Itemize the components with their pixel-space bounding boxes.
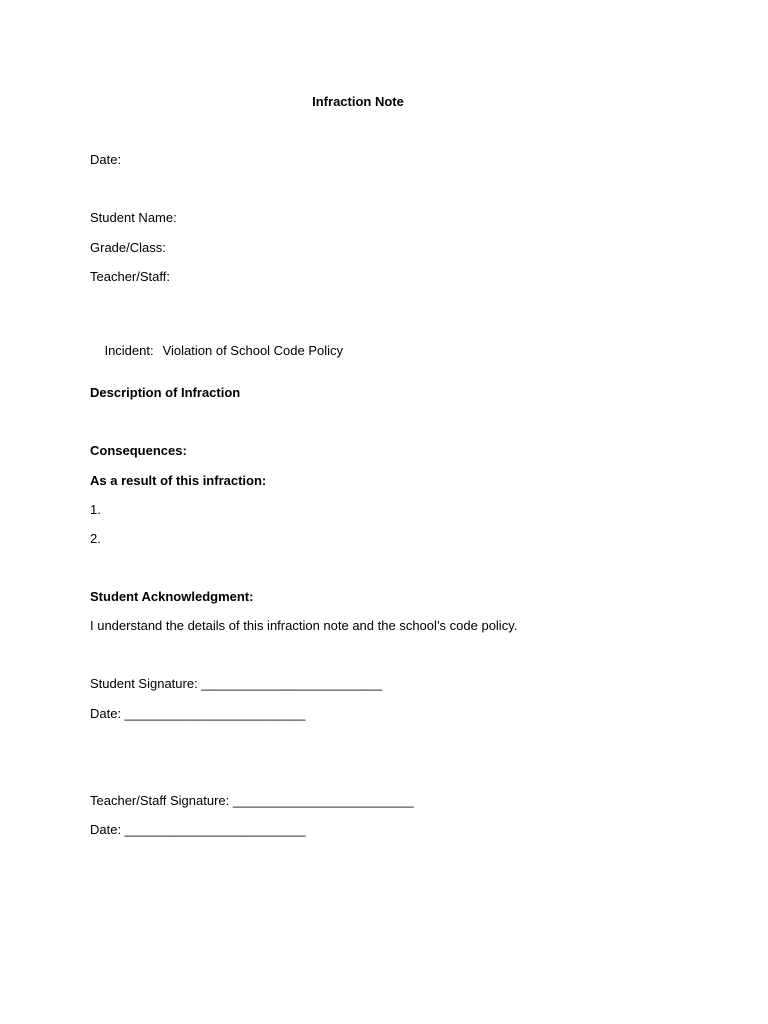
student-date-line: Date: _________________________ [90,706,306,721]
date-label: Date: [90,152,122,167]
student-name-label: Student Name: [90,210,177,225]
description-heading: Description of Infraction [90,385,241,400]
document-title: Infraction Note [312,94,404,109]
incident-label: Incident: [104,343,154,358]
consequence-item-2: 2. [90,531,101,546]
acknowledgment-heading: Student Acknowledgment: [90,589,254,604]
teacher-date-line: Date: _________________________ [90,822,306,837]
incident-line [90,327,343,375]
grade-class-label: Grade/Class: [90,240,166,255]
consequence-item-1: 1. [90,502,101,517]
student-signature-line: Student Signature: _________________________ [90,676,383,691]
acknowledgment-text: I understand the details of this infraction note and the school’s code policy. [90,618,518,633]
incident-value: Violation of School Code Policy [162,343,344,358]
result-heading: As a result of this infraction: [90,473,267,488]
consequences-heading: Consequences: [90,443,187,458]
teacher-staff-label: Teacher/Staff: [90,269,170,284]
teacher-signature-line: Teacher/Staff Signature: _________________________ [90,793,414,808]
